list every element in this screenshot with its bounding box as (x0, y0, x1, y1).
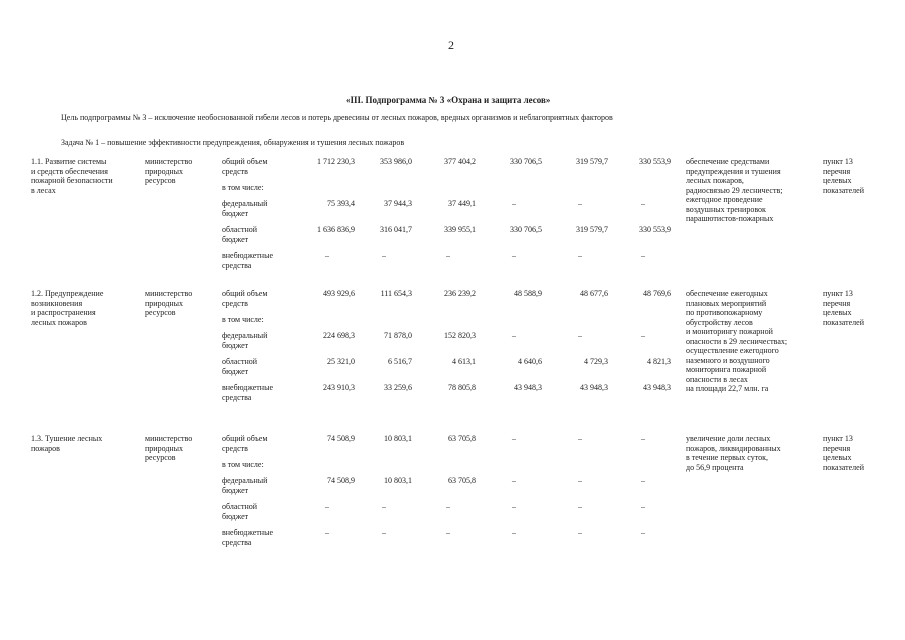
amount-cell: 43 948,3 (514, 383, 542, 392)
funding-source: федеральный бюджет (222, 199, 268, 218)
amount-cell: 10 803,1 (384, 434, 412, 443)
section-title: «III. Подпрограмма № 3 «Охрана и защита лесов» (346, 95, 551, 105)
amount-cell: 43 948,3 (580, 383, 608, 392)
amount-cell: – (641, 434, 645, 443)
amount-cell: – (641, 528, 645, 537)
amount-cell: – (641, 476, 645, 485)
expected-result: обеспечение средствами предупреждения и тушения лесных пожаров, радиосвязью 29 лесничеств; ежегодное проведение воздушных тренировок парашютистов-пожарных (686, 157, 783, 223)
amount-cell: 48 677,6 (580, 289, 608, 298)
amount-cell: – (382, 251, 386, 260)
amount-cell: – (641, 251, 645, 260)
expected-result: обеспечение ежегодных плановых мероприятий по противопожарному обустройству лесов и мониторингу пожарной опасности в 29 лесничествах; осуществление ежегодного наземного и воздушного мониторинга пожарной опасности в лесах на площади 22,7 млн. га (686, 289, 788, 393)
amount-cell: – (325, 502, 329, 511)
amount-cell: – (641, 331, 645, 340)
amount-cell: 25 321,0 (327, 357, 355, 366)
executor: министерство природных ресурсов (145, 289, 193, 317)
executor: министерство природных ресурсов (145, 434, 193, 462)
amount-cell: – (512, 476, 516, 485)
amount-cell: 339 955,1 (444, 225, 476, 234)
amount-cell: 43 948,3 (643, 383, 671, 392)
amount-cell: 48 769,6 (643, 289, 671, 298)
amount-cell: – (512, 528, 516, 537)
amount-cell: 4 640,6 (518, 357, 542, 366)
amount-cell: – (512, 502, 516, 511)
amount-cell: 330 706,5 (510, 157, 542, 166)
activity-name: 1.3. Тушение лесных пожаров (31, 434, 103, 453)
task-heading: Задача № 1 – повышение эффективности предупреждения, обнаружения и тушения лесных пожаров (61, 138, 405, 147)
amount-cell: 4 821,3 (647, 357, 671, 366)
funding-source: в том числе: (222, 315, 264, 324)
amount-cell: 74 508,9 (327, 476, 355, 485)
amount-cell: – (382, 502, 386, 511)
amount-cell: 37 449,1 (448, 199, 476, 208)
target-indicator: пункт 13 перечня целевых показателей (823, 289, 864, 327)
amount-cell: 1 712 230,3 (317, 157, 355, 166)
funding-source: общий объем средств (222, 434, 268, 453)
amount-cell: 111 654,3 (380, 289, 412, 298)
funding-source: федеральный бюджет (222, 476, 268, 495)
amount-cell: – (512, 331, 516, 340)
funding-source: внебюджетные средства (222, 528, 273, 547)
amount-cell: – (512, 434, 516, 443)
amount-cell: – (578, 434, 582, 443)
funding-source: областной бюджет (222, 502, 258, 521)
activity-name: 1.2. Предупреждение возникновения и распространения лесных пожаров (31, 289, 104, 327)
amount-cell: 353 986,0 (380, 157, 412, 166)
amount-cell: 377 404,2 (444, 157, 476, 166)
amount-cell: – (578, 251, 582, 260)
amount-cell: 330 553,9 (639, 157, 671, 166)
page-number: 2 (448, 38, 454, 52)
amount-cell: – (446, 528, 450, 537)
funding-source: общий объем средств (222, 157, 268, 176)
expected-result: увеличение доли лесных пожаров, ликвидированных в течение первых суток, до 56,9 процента (686, 434, 781, 472)
amount-cell: 330 553,9 (639, 225, 671, 234)
funding-source: федеральный бюджет (222, 331, 268, 350)
amount-cell: 152 820,3 (444, 331, 476, 340)
activity-name: 1.1. Развитие системы и средств обеспечения пожарной безопасности в лесах (31, 157, 113, 195)
amount-cell: – (578, 502, 582, 511)
amount-cell: 319 579,7 (576, 225, 608, 234)
amount-cell: 243 910,3 (323, 383, 355, 392)
amount-cell: 4 729,3 (584, 357, 608, 366)
amount-cell: 224 698,3 (323, 331, 355, 340)
amount-cell: 63 705,8 (448, 476, 476, 485)
amount-cell: – (325, 528, 329, 537)
amount-cell: – (446, 502, 450, 511)
funding-source: в том числе: (222, 460, 264, 469)
funding-source: общий объем средств (222, 289, 268, 308)
amount-cell: 316 041,7 (380, 225, 412, 234)
funding-source: внебюджетные средства (222, 251, 273, 270)
target-indicator: пункт 13 перечня целевых показателей (823, 434, 864, 472)
funding-source: в том числе: (222, 183, 264, 192)
amount-cell: – (641, 502, 645, 511)
amount-cell: 6 516,7 (388, 357, 412, 366)
amount-cell: 10 803,1 (384, 476, 412, 485)
target-indicator: пункт 13 перечня целевых показателей (823, 157, 864, 195)
amount-cell: 63 705,8 (448, 434, 476, 443)
amount-cell: 236 239,2 (444, 289, 476, 298)
amount-cell: 74 508,9 (327, 434, 355, 443)
amount-cell: – (578, 199, 582, 208)
amount-cell: 319 579,7 (576, 157, 608, 166)
amount-cell: 78 805,8 (448, 383, 476, 392)
amount-cell: – (641, 199, 645, 208)
subprogram-goal: Цель подпрограммы № 3 – исключение необоснованной гибели лесов и потерь древесины от лесных пожаров, вредных организмов и неблагоприятных факторов (61, 113, 613, 122)
funding-source: областной бюджет (222, 225, 258, 244)
amount-cell: – (446, 251, 450, 260)
amount-cell: – (578, 476, 582, 485)
amount-cell: 71 878,0 (384, 331, 412, 340)
amount-cell: 1 636 836,9 (317, 225, 355, 234)
amount-cell: 75 393,4 (327, 199, 355, 208)
amount-cell: – (578, 528, 582, 537)
amount-cell: 37 944,3 (384, 199, 412, 208)
amount-cell: – (325, 251, 329, 260)
funding-source: областной бюджет (222, 357, 258, 376)
amount-cell: 330 706,5 (510, 225, 542, 234)
amount-cell: 33 259,6 (384, 383, 412, 392)
amount-cell: 48 588,9 (514, 289, 542, 298)
amount-cell: – (512, 199, 516, 208)
amount-cell: – (578, 331, 582, 340)
funding-source: внебюджетные средства (222, 383, 273, 402)
executor: министерство природных ресурсов (145, 157, 193, 185)
amount-cell: – (512, 251, 516, 260)
amount-cell: 493 929,6 (323, 289, 355, 298)
amount-cell: – (382, 528, 386, 537)
amount-cell: 4 613,1 (452, 357, 476, 366)
